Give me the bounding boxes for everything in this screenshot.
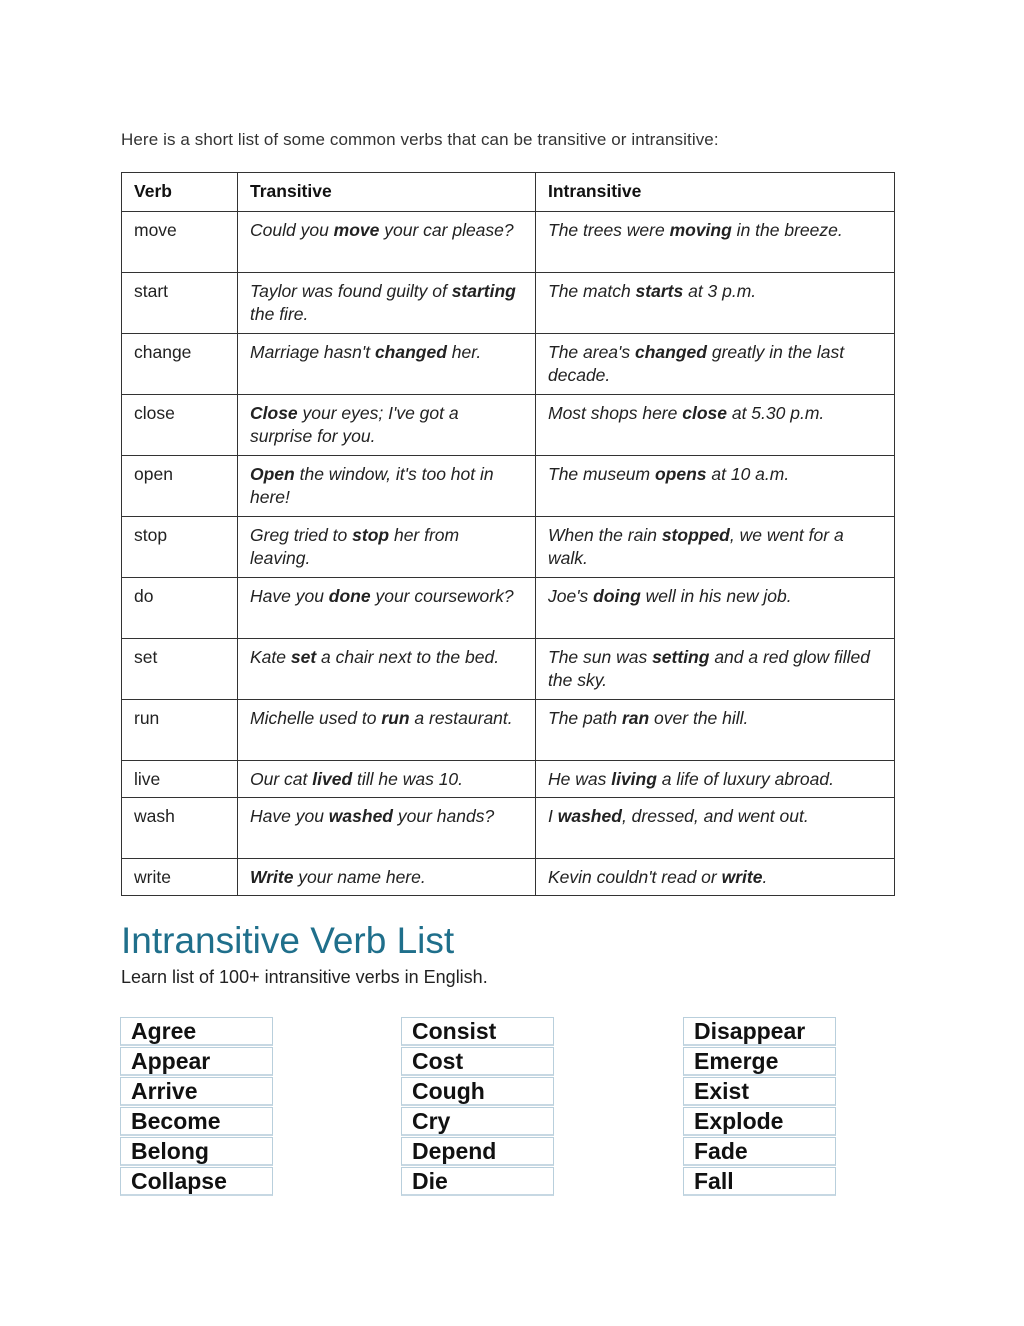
transitive-example — [238, 517, 536, 578]
table-row — [122, 761, 895, 798]
transitive-example — [238, 859, 536, 896]
example-text: Have you — [250, 806, 329, 826]
verb-list-item: Depend — [401, 1137, 554, 1166]
verb-list-item: Explode — [683, 1107, 836, 1136]
example-text: Most shops here — [548, 403, 683, 423]
highlighted-verb: setting — [652, 647, 710, 667]
example-text: your coursework? — [370, 586, 514, 606]
intransitive-example — [536, 859, 895, 896]
highlighted-verb: living — [611, 769, 657, 789]
table-header-row — [122, 173, 895, 212]
example-text: her from leaving. — [250, 525, 460, 568]
example-text: When the rain — [548, 525, 662, 545]
example-text: a life of luxury abroad. — [656, 769, 834, 789]
example-text: Kevin couldn't read or — [548, 867, 722, 887]
example-text: Joe's — [548, 586, 594, 606]
table-row — [122, 456, 895, 517]
verb-list-item: Cry — [401, 1107, 554, 1136]
example-text: at 10 a.m. — [706, 464, 790, 484]
verb-list-item: Arrive — [120, 1077, 273, 1106]
example-text: at 3 p.m. — [683, 281, 757, 301]
highlighted-verb: moving — [669, 220, 732, 240]
verb-list-item: Belong — [120, 1137, 273, 1166]
example-text: Marriage hasn't — [250, 342, 375, 362]
section-subtitle: Learn list of 100+ intransitive verbs in English. — [121, 967, 488, 987]
example-text: Have you — [250, 586, 329, 606]
example-text: your car please? — [379, 220, 514, 240]
highlighted-verb: stop — [352, 525, 390, 545]
example-text: your name here. — [293, 867, 426, 887]
verb-list-item: Cough — [401, 1077, 554, 1106]
highlighted-verb: set — [290, 647, 317, 667]
transitive-example — [238, 212, 536, 273]
verb-list-column-1 — [120, 1017, 273, 1197]
verb-list-item: Become — [120, 1107, 273, 1136]
example-text: Michelle used to — [250, 708, 382, 728]
intransitive-example — [536, 212, 895, 273]
example-text: He was — [548, 769, 612, 789]
table-row — [122, 578, 895, 639]
example-text: Our cat — [250, 769, 313, 789]
example-text: in the breeze. — [731, 220, 843, 240]
verb-cell: wash — [122, 798, 238, 859]
transitive-example — [238, 578, 536, 639]
table-row — [122, 273, 895, 334]
section-title: Intransitive Verb List — [121, 920, 455, 961]
intransitive-example — [536, 395, 895, 456]
example-text: and a red glow filled the sky. — [548, 647, 870, 690]
header-intransitive: Intransitive — [536, 173, 895, 212]
verb-list-item: Emerge — [683, 1047, 836, 1076]
verb-cell: set — [122, 639, 238, 700]
example-text: I — [548, 806, 558, 826]
intransitive-example — [536, 761, 895, 798]
highlighted-verb: Open — [250, 464, 295, 484]
example-text: Taylor was found guilty of — [250, 281, 452, 301]
intransitive-example — [536, 578, 895, 639]
example-text: well in his new job. — [640, 586, 792, 606]
example-text: a chair next to the bed. — [316, 647, 500, 667]
verb-list-item: Fall — [683, 1167, 836, 1196]
table-row — [122, 517, 895, 578]
verb-cell: open — [122, 456, 238, 517]
table-row — [122, 395, 895, 456]
verb-list-item: Appear — [120, 1047, 273, 1076]
example-text: The match — [548, 281, 636, 301]
verb-list-item: Fade — [683, 1137, 836, 1166]
verb-table — [121, 172, 895, 896]
highlighted-verb: close — [682, 403, 727, 423]
intransitive-example — [536, 456, 895, 517]
example-text: The trees were — [548, 220, 670, 240]
intransitive-example — [536, 334, 895, 395]
header-transitive: Transitive — [238, 173, 536, 212]
example-text: . — [762, 867, 768, 887]
table-row — [122, 212, 895, 273]
example-text: over the hill. — [649, 708, 749, 728]
transitive-example — [238, 798, 536, 859]
verb-list-item: Exist — [683, 1077, 836, 1106]
verb-cell: stop — [122, 517, 238, 578]
table-row — [122, 700, 895, 761]
verb-cell: change — [122, 334, 238, 395]
verb-list-item: Consist — [401, 1017, 554, 1046]
highlighted-verb: write — [721, 867, 763, 887]
verb-cell: run — [122, 700, 238, 761]
highlighted-verb: washed — [557, 806, 622, 826]
highlighted-verb: move — [333, 220, 380, 240]
transitive-example — [238, 334, 536, 395]
verb-cell: close — [122, 395, 238, 456]
highlighted-verb: doing — [593, 586, 641, 606]
highlighted-verb: run — [381, 708, 410, 728]
intransitive-example — [536, 639, 895, 700]
header-verb: Verb — [122, 173, 238, 212]
transitive-example — [238, 456, 536, 517]
example-text: at 5.30 p.m. — [726, 403, 825, 423]
verb-list-column-2 — [401, 1017, 554, 1197]
intransitive-example — [536, 273, 895, 334]
intransitive-example — [536, 700, 895, 761]
example-text: , we went for a walk. — [548, 525, 844, 568]
example-text: The path — [548, 708, 622, 728]
verb-list-item: Cost — [401, 1047, 554, 1076]
example-text: the window, it's too hot in here! — [250, 464, 494, 507]
verb-cell: move — [122, 212, 238, 273]
highlighted-verb: opens — [654, 464, 707, 484]
intro-text: Here is a short list of some common verbs that can be transitive or intransitive: — [121, 130, 719, 149]
transitive-example — [238, 639, 536, 700]
transitive-example — [238, 273, 536, 334]
highlighted-verb: Close — [250, 403, 298, 423]
verb-cell: write — [122, 859, 238, 896]
verb-list-item: Disappear — [683, 1017, 836, 1046]
verb-list-item: Agree — [120, 1017, 273, 1046]
example-text: her. — [446, 342, 482, 362]
example-text: till he was 10. — [352, 769, 464, 789]
highlighted-verb: ran — [621, 708, 650, 728]
table-row — [122, 798, 895, 859]
example-text: a restaurant. — [409, 708, 513, 728]
verb-list-item: Die — [401, 1167, 554, 1196]
highlighted-verb: washed — [328, 806, 393, 826]
intransitive-example — [536, 798, 895, 859]
table-row — [122, 859, 895, 896]
highlighted-verb: stopped — [661, 525, 730, 545]
verb-list-column-3 — [683, 1017, 836, 1197]
example-text: Kate — [250, 647, 291, 667]
example-text: The museum — [548, 464, 655, 484]
example-text: your eyes; I've got a surprise for you. — [250, 403, 459, 446]
verb-cell: live — [122, 761, 238, 798]
highlighted-verb: done — [328, 586, 371, 606]
example-text: greatly in the last decade. — [548, 342, 845, 385]
transitive-example — [238, 700, 536, 761]
example-text: Greg tried to — [250, 525, 353, 545]
example-text: the fire. — [250, 304, 309, 324]
verb-list-item: Collapse — [120, 1167, 273, 1196]
highlighted-verb: starts — [635, 281, 684, 301]
table-row — [122, 334, 895, 395]
verb-cell: start — [122, 273, 238, 334]
highlighted-verb: Write — [250, 867, 294, 887]
transitive-example — [238, 761, 536, 798]
highlighted-verb: lived — [312, 769, 353, 789]
highlighted-verb: changed — [374, 342, 447, 362]
example-text: , dressed, and went out. — [621, 806, 809, 826]
highlighted-verb: starting — [451, 281, 516, 301]
intransitive-example — [536, 517, 895, 578]
example-text: Could you — [250, 220, 334, 240]
example-text: The sun was — [548, 647, 653, 667]
verb-cell: do — [122, 578, 238, 639]
highlighted-verb: changed — [635, 342, 707, 362]
example-text: The area's — [548, 342, 635, 362]
table-row — [122, 639, 895, 700]
transitive-example — [238, 395, 536, 456]
example-text: your hands? — [393, 806, 495, 826]
